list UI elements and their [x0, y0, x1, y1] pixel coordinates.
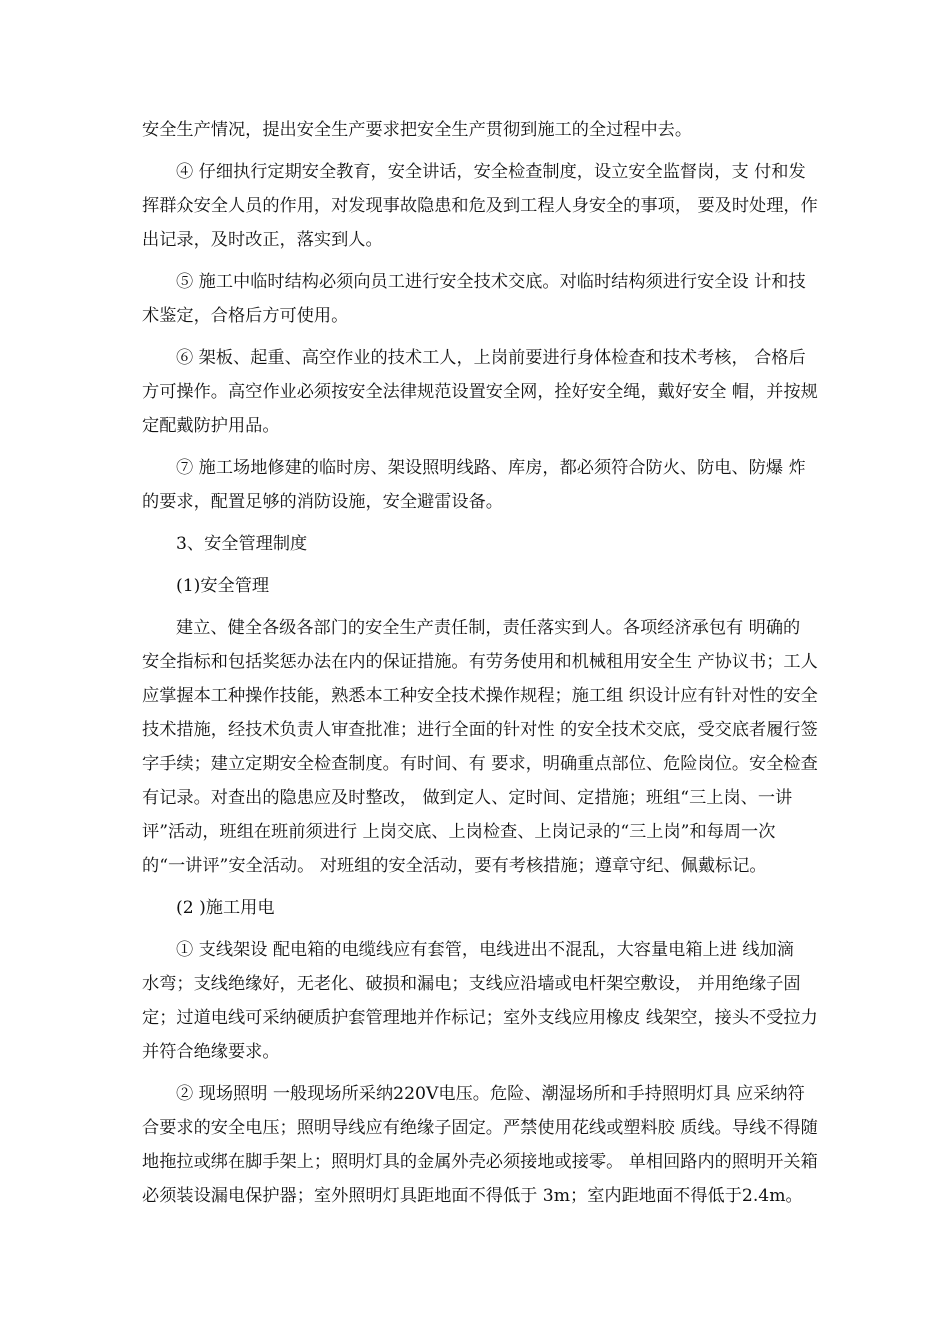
paragraph [142, 933, 822, 1069]
paragraph [142, 113, 822, 147]
text-line: 的要求，配置足够的消防设施，安全避雷设备。 [142, 492, 503, 512]
text-line: 有记录。对查出的隐患应及时整改， 做到定人、定时间、定措施；班组“三上岗、一讲 [142, 788, 793, 808]
paragraph-gap [142, 883, 822, 891]
paragraph-gap [142, 257, 822, 265]
text-line: 定配戴防护用品。 [142, 416, 280, 436]
text-line: 定；过道电线可采纳硬质护套管理地并作标记；室外支线应用橡皮 线架空，接头不受拉力 [142, 1008, 818, 1028]
paragraph [142, 341, 822, 443]
paragraph [142, 527, 822, 561]
paragraph-gap [142, 519, 822, 527]
paragraph [142, 1077, 822, 1213]
text-line: ⑤ 施工中临时结构必须向员工进行安全技术交底。对临时结构须进行安全设 计和技 [176, 272, 806, 292]
text-line: 方可操作。高空作业必须按安全法律规范设置安全网，拴好安全绳，戴好安全 帽，并按规 [142, 382, 818, 402]
paragraph [142, 611, 822, 883]
paragraph [142, 451, 822, 519]
paragraph [142, 891, 822, 925]
text-line: 的“一讲评”安全活动。 对班组的安全活动，要有考核措施；遵章守纪、佩戴标记。 [142, 856, 767, 876]
text-line: ⑥ 架板、起重、高空作业的技术工人，上岗前要进行身体检查和技术考核， 合格后 [176, 348, 806, 368]
text-line: ④ 仔细执行定期安全教育，安全讲话，安全检查制度，设立安全监督岗，支 付和发 [176, 162, 806, 182]
paragraph-gap [142, 561, 822, 569]
text-line: 并符合绝缘要求。 [142, 1042, 280, 1062]
paragraph-gap [142, 147, 822, 155]
text-line: ⑦ 施工场地修建的临时房、架设照明线路、库房，都必须符合防火、防电、防爆 炸 [176, 458, 806, 478]
paragraph-gap [142, 603, 822, 611]
paragraph [142, 155, 822, 257]
document-body [142, 113, 822, 1213]
text-line: 地拖拉或绑在脚手架上；照明灯具的金属外壳必须接地或接零。 单相回路内的照明开关箱 [142, 1152, 818, 1172]
text-line: 评”活动，班组在班前须进行 上岗交底、上岗检查、上岗记录的“三上岗”和每周一次 [142, 822, 776, 842]
paragraph-gap [142, 925, 822, 933]
text-line: 字手续；建立定期安全检查制度。有时间、有 要求，明确重点部位、危险岗位。安全检查 [142, 754, 818, 774]
text-line: 安全生产情况，提出安全生产要求把安全生产贯彻到施工的全过程中去。 [142, 120, 693, 140]
text-line: 水弯；支线绝缘好，无老化、破损和漏电；支线应沿墙或电杆架空敷设， 并用绝缘子固 [142, 974, 801, 994]
text-line: 合要求的安全电压；照明导线应有绝缘子固定。严禁使用花线或塑料胶 质线。导线不得随 [142, 1118, 818, 1138]
paragraph-gap [142, 1069, 822, 1077]
text-line: 安全指标和包括奖惩办法在内的保证措施。有劳务使用和机械租用安全生 产协议书；工人 [142, 652, 818, 672]
text-line: ① 支线架设 配电箱的电缆线应有套管，电线进出不混乱，大容量电箱上进 线加滴 [176, 940, 794, 960]
paragraph [142, 569, 822, 603]
text-line: 挥群众安全人员的作用，对发现事故隐患和危及到工程人身安全的事项， 要及时处理，作 [142, 196, 818, 216]
text-line: (2 )施工用电 [176, 898, 275, 918]
text-line: 应掌握本工种操作技能，熟悉本工种安全技术操作规程；施工组 织设计应有针对性的安全 [142, 686, 818, 706]
text-line: 必须装设漏电保护器；室外照明灯具距地面不得低于 3m；室内距地面不得低于2.4m。 [142, 1186, 803, 1206]
text-line: 3、安全管理制度 [176, 534, 308, 554]
paragraph-gap [142, 333, 822, 341]
text-line: 出记录，及时改正，落实到人。 [142, 230, 383, 250]
text-line: 技术措施，经技术负责人审查批准；进行全面的针对性 的安全技术交底，受交底者履行签 [142, 720, 818, 740]
text-line: 术鉴定，合格后方可使用。 [142, 306, 349, 326]
paragraph-gap [142, 443, 822, 451]
paragraph [142, 265, 822, 333]
text-line: 建立、健全各级各部门的安全生产责任制，责任落实到人。各项经济承包有 明确的 [176, 618, 801, 638]
text-line: (1)安全管理 [176, 576, 270, 596]
text-line: ② 现场照明 一般现场所采纳220V电压。危险、潮湿场所和手持照明灯具 应采纳符 [176, 1084, 805, 1104]
